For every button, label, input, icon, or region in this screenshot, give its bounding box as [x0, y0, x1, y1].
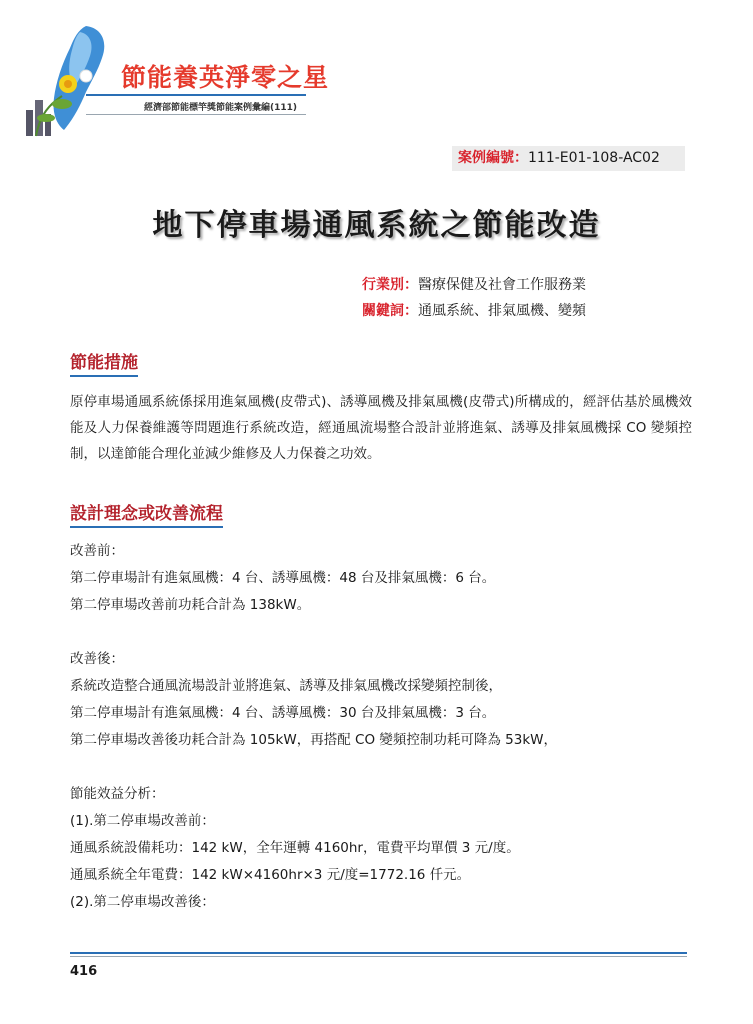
- keywords-label: 關鍵詞：: [362, 303, 418, 319]
- section-heading-measures: 節能措施: [70, 348, 138, 377]
- logo-subtitle: 經濟部節能標竿獎節能案例彙編(111): [144, 103, 298, 113]
- footer-divider-thin: [70, 956, 687, 957]
- industry-label: 行業別：: [362, 277, 418, 293]
- logo-title: 節能養英淨零之星: [121, 63, 330, 92]
- keywords-row: [362, 300, 586, 320]
- body-line: (2).第二停車場改善後：: [70, 894, 215, 910]
- body-line: 第二停車場改善前功耗合計為 138kW。: [70, 597, 311, 613]
- body-line: 第二停車場計有進氣風機：4 台、誘導風機：48 台及排氣風機：6 台。: [70, 570, 496, 586]
- case-number-label: 案例編號：: [458, 150, 528, 166]
- industry-row: [362, 274, 586, 294]
- keywords-value: 通風系統、排氣風機、變頻: [418, 303, 586, 319]
- footer-divider: [70, 952, 687, 954]
- body-line: 第二停車場計有進氣風機：4 台、誘導風機：30 台及排氣風機：3 台。: [70, 705, 496, 721]
- header-logo: [16, 18, 330, 138]
- measures-paragraph: 原停車場通風系統係採用進氣風機(皮帶式)、誘導風機及排氣風機(皮帶式)所構成的，經評估基於風機效能及人力保養維護等問題進行系統改造，經通風流場整合設計並將進氣、誘導及排氣風機採 CO 變頻控制，以達節能合理化並減少維修及人力保養之功效。: [70, 394, 692, 462]
- logo-divider-thin: [86, 114, 306, 115]
- body-line: 第二停車場改善後功耗合計為 105kW，再搭配 CO 變頻控制功耗可降為 53kW，: [70, 732, 557, 748]
- body-line: 通風系統全年電費：142 kW×4160hr×3 元/度=1772.16 仟元。: [70, 867, 471, 883]
- body-line: 節能效益分析：: [70, 786, 165, 802]
- case-number-value: 111-E01-108-AC02: [528, 150, 660, 166]
- body-line: 改善後：: [70, 651, 124, 667]
- body-line: 系統改造整合通風流場設計並將進氣、誘導及排氣風機改採變頻控制後，: [70, 678, 502, 694]
- logo-divider: [86, 94, 306, 96]
- section-heading-design: 設計理念或改善流程: [70, 499, 223, 528]
- taiwan-map-logo-icon: [16, 18, 136, 138]
- page-number: 416: [70, 964, 98, 979]
- page-title: 地下停車場通風系統之節能改造: [152, 208, 601, 243]
- body-line: 通風系統設備耗功：142 kW，全年運轉 4160hr，電費平均單價 3 元/度。: [70, 840, 520, 856]
- body-line: 改善前：: [70, 543, 124, 559]
- case-number-box: [452, 146, 685, 171]
- industry-value: 醫療保健及社會工作服務業: [418, 277, 586, 293]
- body-line: (1).第二停車場改善前：: [70, 813, 215, 829]
